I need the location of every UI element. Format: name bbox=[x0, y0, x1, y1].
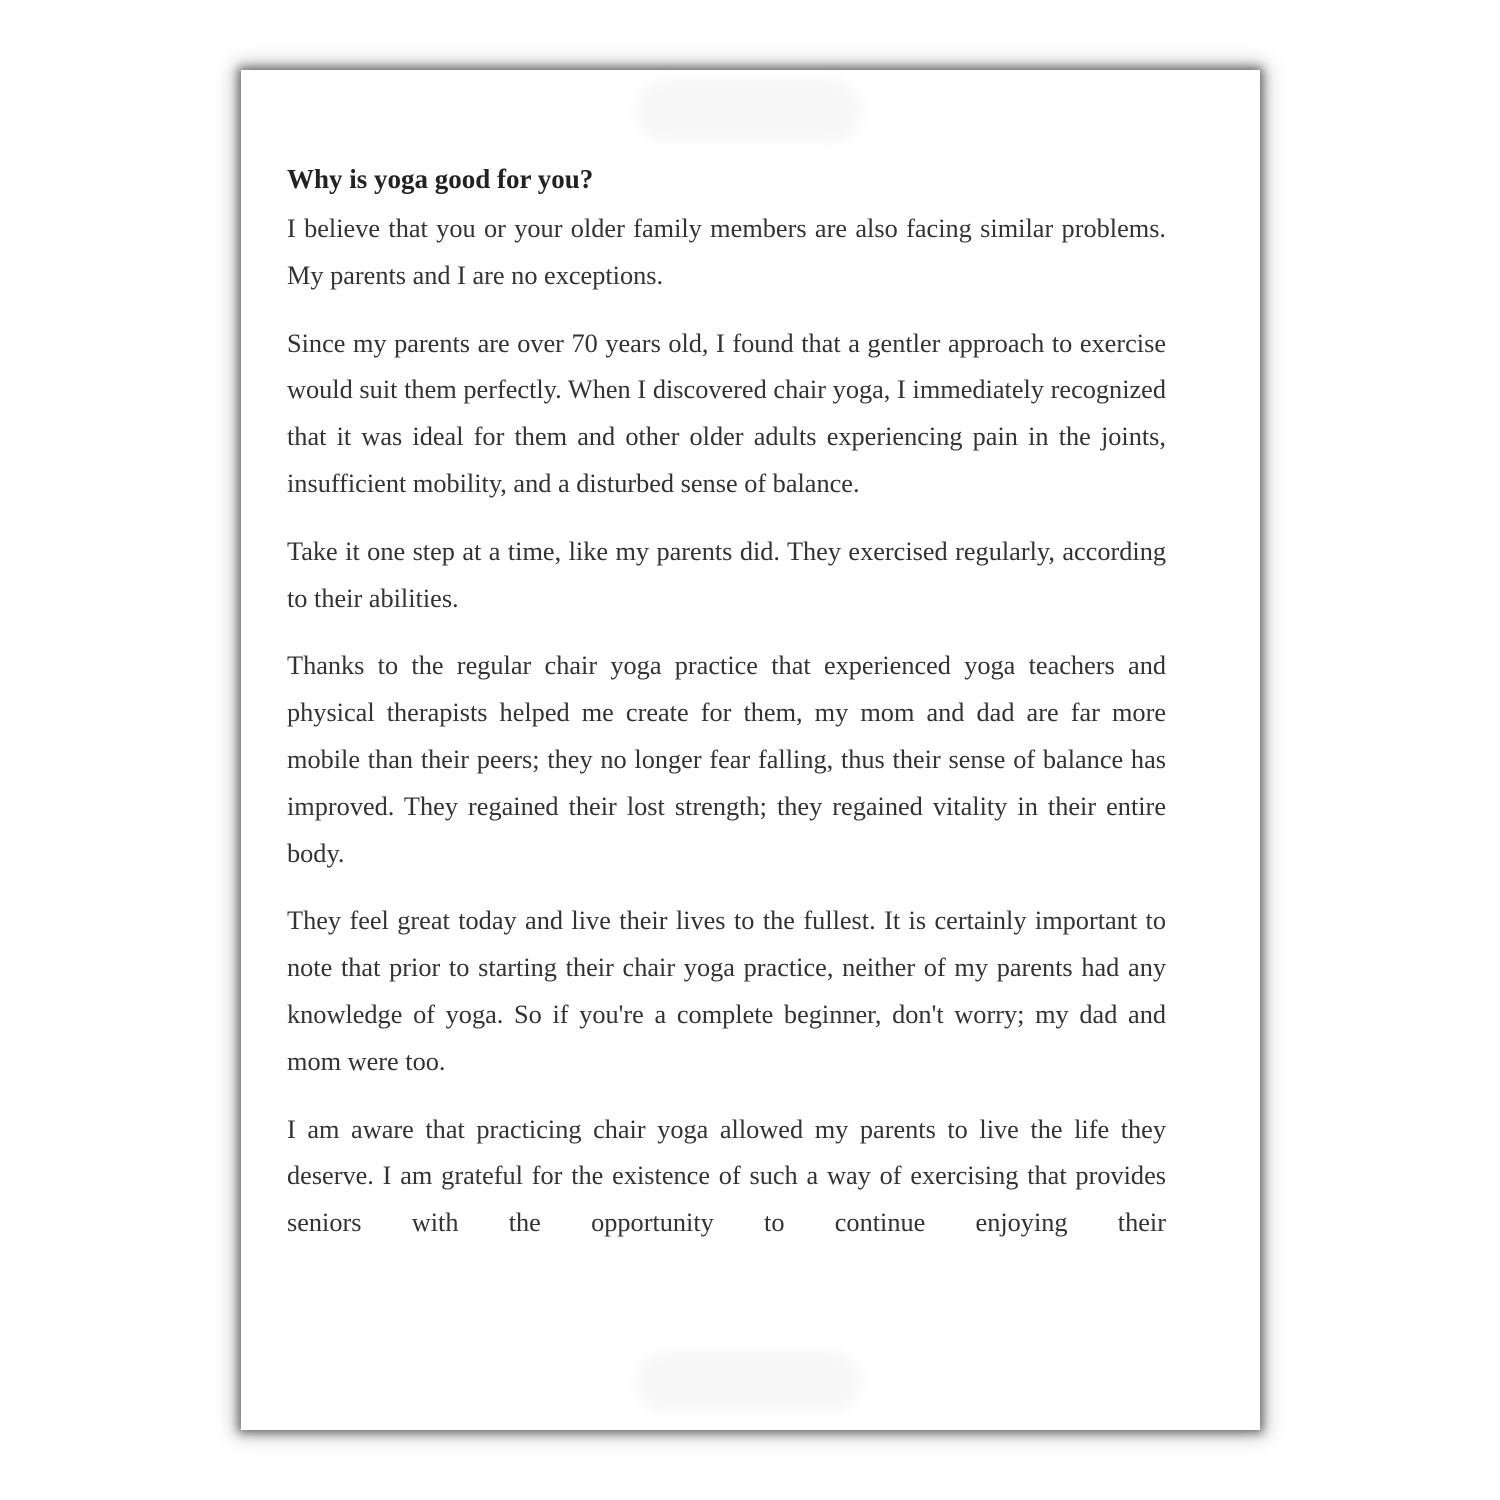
paragraph-4: Thanks to the regular chair yoga practice that experienced yoga teachers and physical therapists helped me create for them, my mom and dad are far more mobile than their peers; they no longer fear falling, thus their sense of balance has improved. They regained their lost strength; they regained vitality in their entire body. bbox=[287, 651, 1166, 868]
page-content bbox=[287, 162, 1166, 1268]
paragraph-2: Since my parents are over 70 years old, I found that a gentler approach to exercise would suit them perfectly. When I discovered chair yoga, I immediately recognized that it was ideal for them and other older adults experiencing pain in the joints, insufficient mobility, and a disturbed sense of balance. bbox=[287, 328, 1166, 498]
paragraph-5: They feel great today and live their lives to the fullest. It is certainly important to note that prior to starting their chair yoga practice, neither of my parents had any knowledge of yoga. So if you're a complete beginner, don't worry; my dad and mom were too. bbox=[287, 906, 1166, 1076]
paragraph-1: I believe that you or your older family members are also facing similar problems. My parents and I are no exceptions. bbox=[287, 214, 1166, 290]
blurred-header-area bbox=[636, 80, 861, 142]
blurred-footer-area bbox=[636, 1352, 861, 1412]
paragraph-6: I am aware that practicing chair yoga allowed my parents to live the life they deserve. I am grateful for the existence of such a way of exercising that provides seniors with the opportunity to continue enjoying their bbox=[287, 1114, 1166, 1238]
paragraph-3: Take it one step at a time, like my parents did. They exercised regularly, according to their abilities. bbox=[287, 536, 1166, 613]
section-heading: Why is yoga good for you? bbox=[287, 164, 594, 194]
document-page bbox=[241, 70, 1260, 1430]
